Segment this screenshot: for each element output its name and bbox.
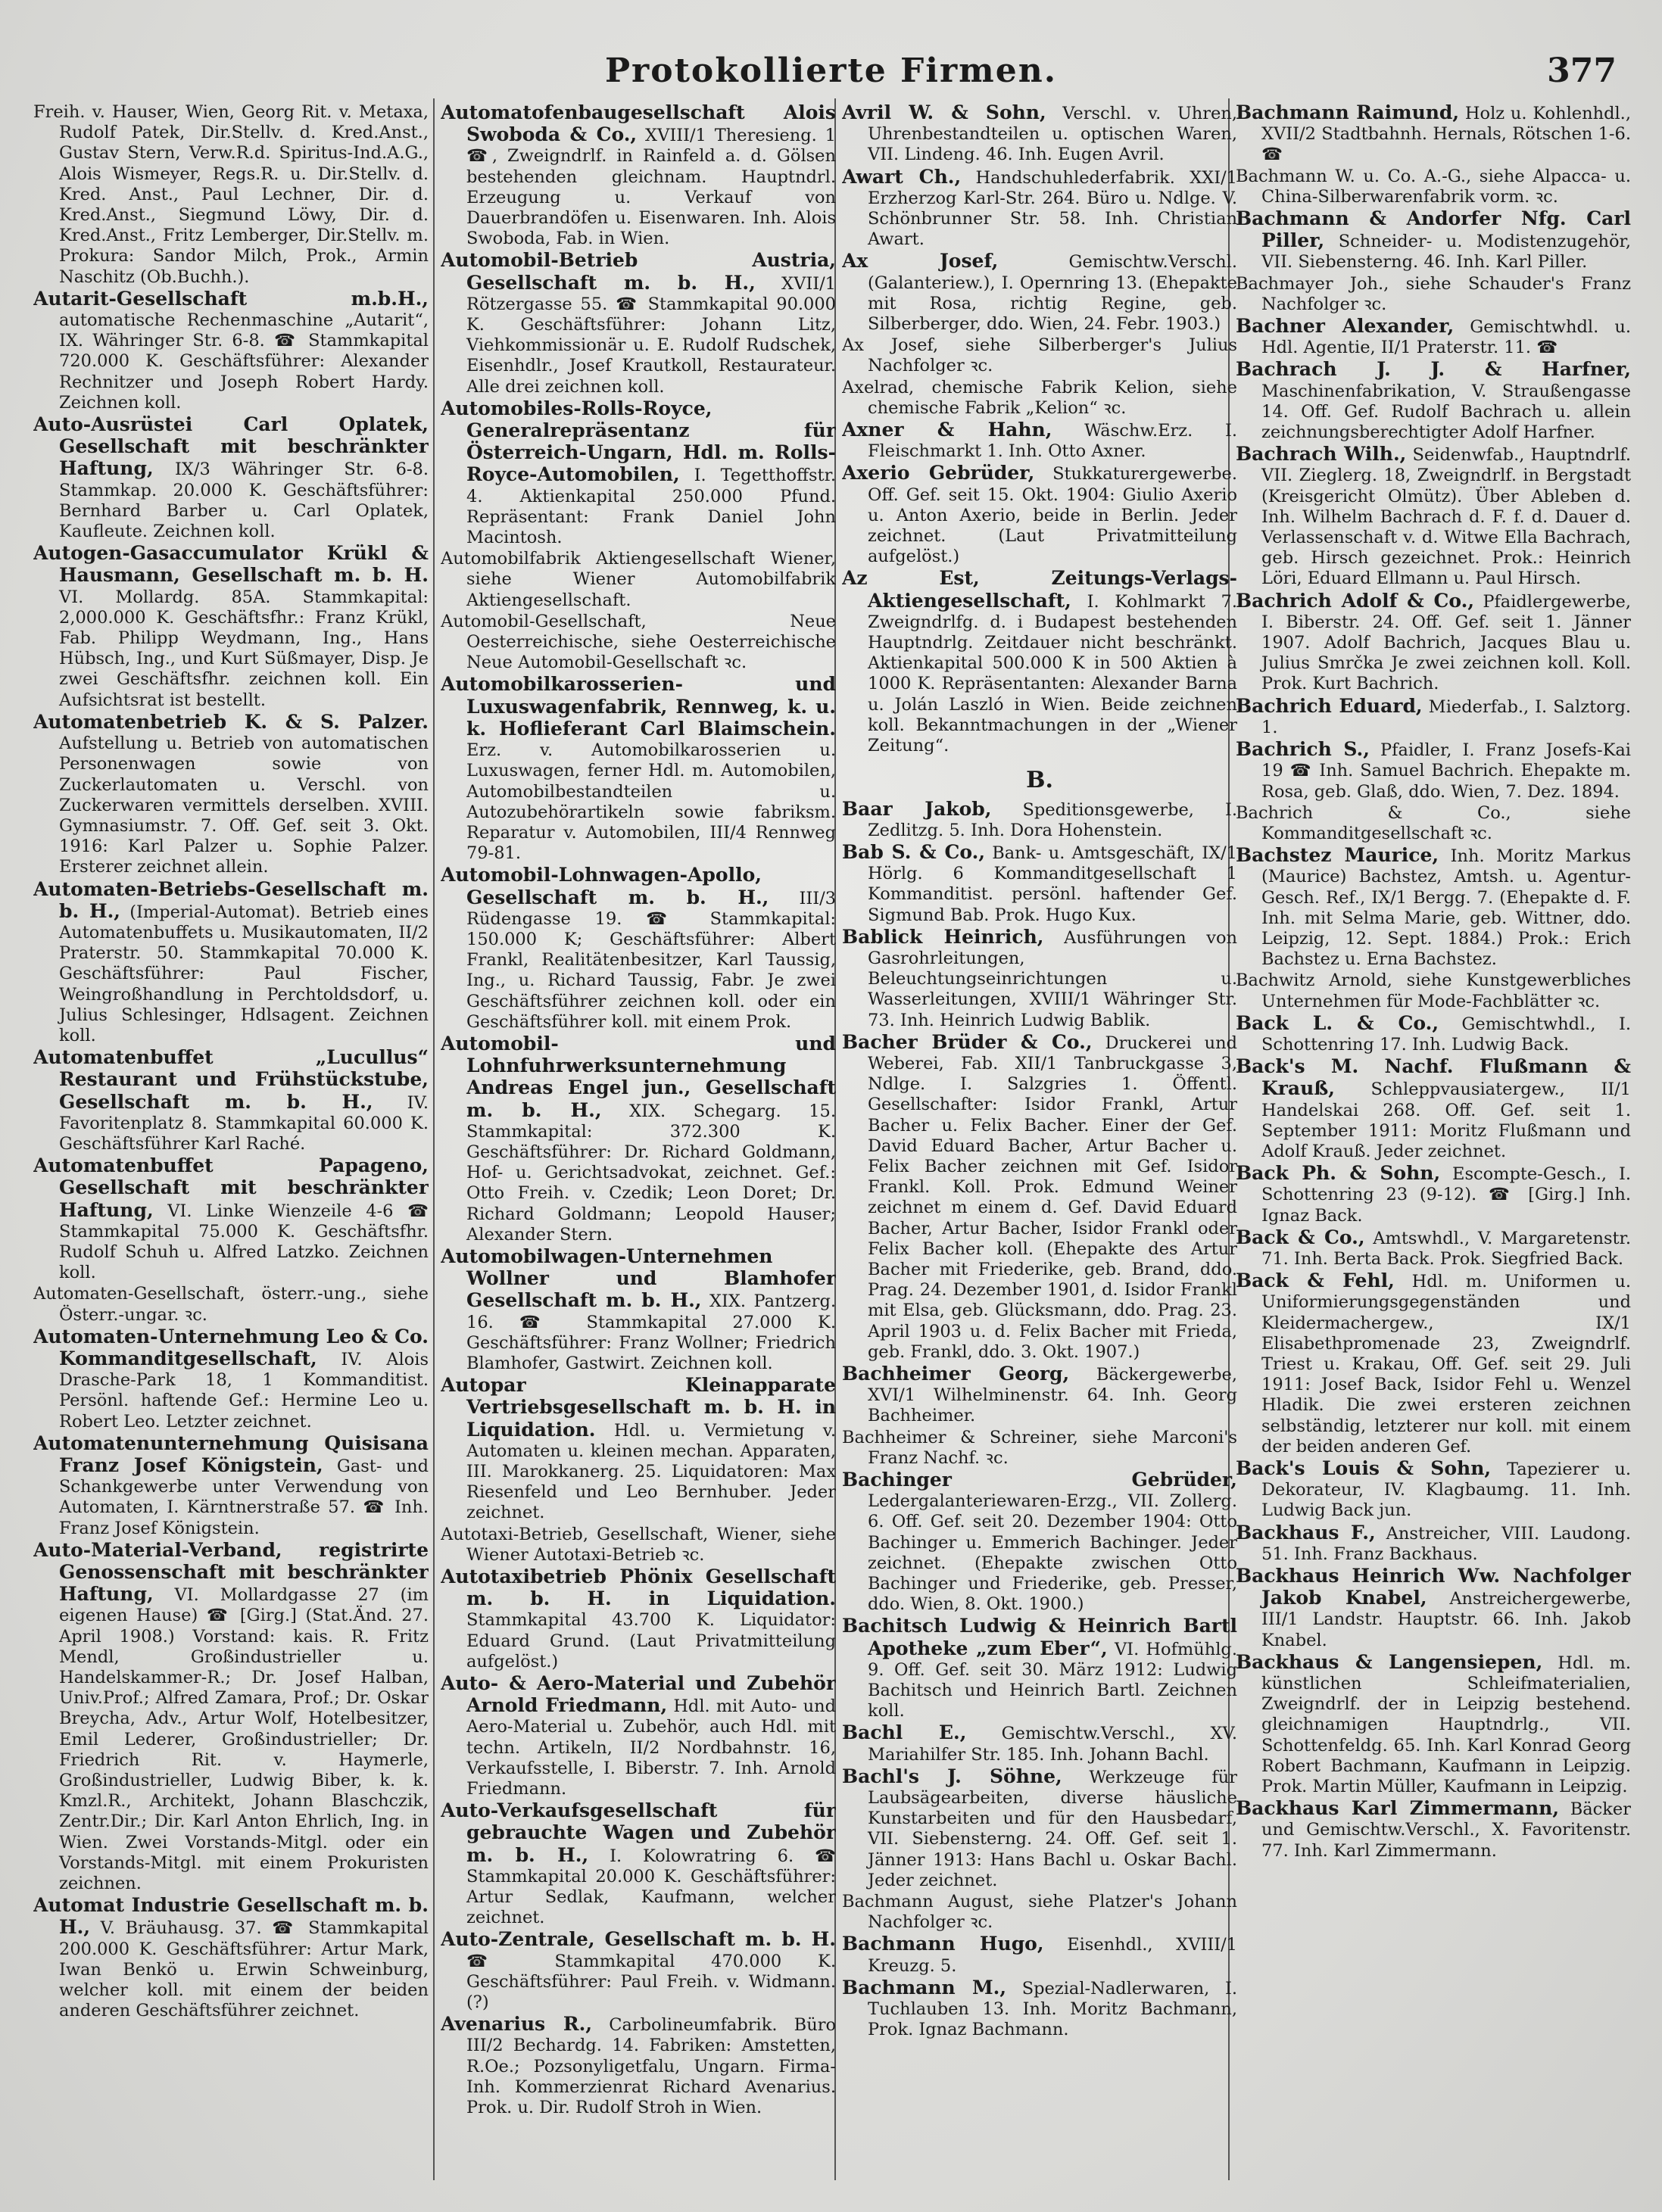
entry-text: I. Tegetthoffstr. 4. Aktienkapital 250.000 Pfund. Repräsentant: Frank Daniel John Macintosh. bbox=[466, 466, 836, 548]
entry-text: Bachrich & Co., siehe Kommanditgesellschaft ꝛc. bbox=[1236, 802, 1631, 843]
firm-name: Bachl E., bbox=[842, 1721, 967, 1744]
firm-name: Bachmann & Andorfer Nfg. Carl Piller, bbox=[1236, 207, 1631, 252]
firm-name: Auto-Ausrüstei Carl Oplatek, Gesellschaft mit beschränkter Haftung, bbox=[33, 413, 429, 480]
entry-text: I. Kohlmarkt 7. Zweigndrlfg. d. i Budapest bestehenden Hauptndrlg. Zeitdauer nicht beschränkt. Aktienkapital 500.000 K in 500 Aktien à 1000 K. Repräsentanten: Alexander Barna u. Jolán Laszló in Wien. Beide zeichnen koll. Bekanntmachungen in der „Wiener Zeitung“. bbox=[868, 591, 1237, 756]
entry-text: Tapezierer u. Dekorateur, IV. Klagbaumg. 11. Inh. Ludwig Back jun. bbox=[1261, 1460, 1631, 1521]
firm-name: Backhaus & Langensiepen, bbox=[1236, 1650, 1543, 1673]
firm-name: Automobil- und Lohnfuhrwerksunternehmung Andreas Engel jun., Gesellschaft m. b. H., bbox=[441, 1032, 836, 1121]
entry-text: Carbolineumfabrik. Büro III/2 Bechardg. 14. Fabriken: Amstetten, R.Oe.; Pozsonyligetfalu, Ungarn. Firma-Inh. Kommerzienrat Richard Avenarius. Prok. u. Dir. Rudolf Stroh in Wien. bbox=[466, 2015, 836, 2118]
entry-text: Gemischtwhdl. u. Hdl. Agentie, II/1 Praterstr. 11. ☎ bbox=[1261, 317, 1631, 358]
entry-text: Pfaidlergewerbe, I. Biberstr. 24. Off. Gef. seit 1. Jänner 1907. Adolf Bachrich, Jacques Blau u. Julius Smrčka Je zwei zeichnen koll. Koll. Prok. Kurt Bachrich. bbox=[1261, 591, 1631, 694]
directory-entry bbox=[842, 1892, 1237, 1933]
entry-text: VI. Linke Wienzeile 4-6 ☎ Stammkapital 75.000 K. Geschäftsfhr. Rudolf Schuh u. Alfred Latzko. Zeichnen koll. bbox=[59, 1201, 429, 1283]
directory-entry bbox=[1236, 803, 1631, 844]
directory-entry bbox=[441, 2014, 836, 2118]
firm-name: Auto-Zentrale, Gesellschaft m. b. H. bbox=[441, 1928, 836, 1951]
entry-text: IV. Favoritenplatz 8. Stammkapital 60.000 K. Geschäftsführer Karl Raché. bbox=[59, 1092, 429, 1154]
directory-entry bbox=[1236, 739, 1631, 802]
directory-entry bbox=[33, 1047, 429, 1154]
entry-text: Gemischtw.Verschl., XV. Mariahilfer Str. 185. Inh. Johann Bachl. bbox=[868, 1724, 1237, 1765]
entry-text: Anstreicher, VIII. Laudong. 51. Inh. Franz Backhaus. bbox=[1261, 1523, 1631, 1564]
firm-name: Bacher Brüder & Co., bbox=[842, 1030, 1093, 1053]
directory-entry bbox=[441, 250, 836, 397]
directory-entry bbox=[33, 102, 429, 288]
entry-text: Bachwitz Arnold, siehe Kunstgewerbliches Unternehmen für Mode-Fachblätter ꝛc. bbox=[1236, 970, 1631, 1011]
directory-entry bbox=[441, 1673, 836, 1799]
firm-name: Autotaxibetrieb Phönix Gesellschaft m. b. H. in Liquidation. bbox=[441, 1566, 836, 1610]
directory-entry bbox=[842, 1977, 1237, 2041]
directory-entry bbox=[33, 1284, 429, 1325]
firm-name: Bachner Alexander, bbox=[1236, 315, 1455, 338]
firm-name: Back Ph. & Sohn, bbox=[1236, 1162, 1441, 1185]
entry-text: Stukkaturergewerbe. Off. Gef. seit 15. Okt. 1904: Giulio Axerio u. Anton Axerio, beide in Berlin. Jeder zeichnet. (Laut Privatmitteilung aufgelöst.) bbox=[868, 464, 1237, 567]
entry-text: Pfaidler, I. Franz Josefs-Kai 19 ☎ Inh. Samuel Bachrich. Ehepakte m. Rosa, geb. Glaß, ddo. Wien, 7. Dez. 1894. bbox=[1261, 740, 1631, 802]
firm-name: Az Est, Zeitungs-Verlags-Aktiengesellschaft, bbox=[842, 567, 1237, 612]
directory-entry bbox=[33, 712, 429, 878]
entry-text: VI. Hofmühlg. 9. Off. Gef. seit 30. März 1912: Ludwig Bachitsch und Heinrich Bartl. Zeichnen koll. bbox=[868, 1639, 1237, 1721]
firm-name: Back L. & Co., bbox=[1236, 1011, 1439, 1034]
directory-entry bbox=[1236, 1056, 1631, 1162]
directory-entry bbox=[1236, 316, 1631, 358]
directory-entry bbox=[1236, 1798, 1631, 1862]
entry-text: III/3 Rüdengasse 19. ☎ Stammkapital: 150.000 K; Geschäftsführer: Albert Frankl, Realitätenbesitzer, Karl Taussig, Ing., u. Richard Taussig, Fabr. Je zwei Geschäftsführer zeichnen koll. oder ein Geschäftsführer koll. mit einem Prok. bbox=[466, 888, 836, 1032]
entry-text: Stammkapital 43.700 K. Liquidator: Eduard Grund. (Laut Privatmitteilung aufgelöst.) bbox=[466, 1610, 836, 1671]
directory-entry bbox=[33, 879, 429, 1047]
entry-text: XVII/1 Rötzergasse 55. ☎ Stammkapital 90.000 K. Geschäftsführer: Johann Litz, Viehkommissionär u. E. Rudolf Rudschek, Eisenhdlr., Josef Krautkoll, Restaurateur. Alle drei zeichnen koll. bbox=[466, 273, 836, 397]
directory-entry bbox=[33, 1326, 429, 1432]
entry-text: IX/3 Währinger Str. 6-8. Stammkap. 20.000 K. Geschäftsführer: Bernhard Barber u. Carl Oplatek, Kaufleute. Zeichnen koll. bbox=[59, 460, 429, 542]
directory-entry bbox=[842, 1766, 1237, 1891]
entry-text: Bäcker und Gemischtw.Verschl., X. Favoritenstr. 77. Inh. Karl Zimmermann. bbox=[1261, 1799, 1631, 1861]
firm-name: Ax Josef, bbox=[842, 250, 999, 273]
entry-text: Spezial-Nadlerwaren, I. Tuchlauben 13. Inh. Moritz Bachmann, Prok. Ignaz Bachmann. bbox=[868, 1978, 1237, 2040]
entry-text: Handschuhlederfabrik. XXI/1 Erzherzog Karl-Str. 264. Büro u. Ndlge. V. Schönbrunner Str. 58. Inh. Christian Awart. bbox=[868, 167, 1237, 250]
directory-entry bbox=[842, 463, 1237, 567]
entry-text: Automobil-Gesellschaft, Neue Oesterreichische, siehe Oesterreichische Neue Automobil-Gesellschaft ꝛc. bbox=[441, 611, 836, 673]
directory-entry bbox=[1236, 970, 1631, 1011]
directory-entry bbox=[1236, 1522, 1631, 1565]
entry-text: Aufstellung u. Betrieb von automatischen Personenwagen sowie von Zuckerlautomaten u. Verschl. von Zuckerwaren vermittels derselben. XVIII. Gymnasiumstr. 7. Off. Gef. seit 3. Okt. 1916: Karl Palzer u. Sophie Palzer. Ersterer zeichnet allein. bbox=[59, 734, 429, 877]
entry-text: IV. Alois Drasche-Park 18, 1 Kommanditist. Persönl. haftende Gef.: Hermine Leo u. Robert Leo. Letzter zeichnet. bbox=[59, 1349, 429, 1432]
directory-entry bbox=[842, 1933, 1237, 1976]
entry-text: Freih. v. Hauser, Wien, Georg Rit. v. Metaxa, Rudolf Patek, Dir.Stellv. d. Kred.Anst., Gustav Stern, Verw.R.d. Spiritus-Ind.A.G., Alois Wismeyer, Regs.R. u. Dir.Stellv. d. Kred. Anst., Paul Lechner, Dir. d. Kred.Anst., Siegmund Löwy, Dir. d. Kred.Anst., Fritz Lemberger, Dir.Stellv. m. Prokura: Sandor Milch, Prok., Armin Naschitz (Ob.Buchh.). bbox=[33, 102, 429, 287]
directory-entry bbox=[441, 1929, 836, 2013]
firm-name: Autogen-Gasaccumulator Krükl & Hausmann, Gesellschaft m. b. H. bbox=[33, 542, 429, 587]
directory-entry bbox=[842, 1469, 1237, 1615]
entry-text: Gast- und Schankgewerbe unter Verwendung von Automaten, I. Kärntnerstraße 57. ☎ Inh. Franz Josef Königstein. bbox=[59, 1456, 429, 1538]
directory-entry bbox=[1236, 208, 1631, 273]
firm-name: Automatenunternehmung Quisisana Franz Josef Königstein, bbox=[33, 1432, 429, 1476]
entry-text: (Imperial-Automat). Betrieb eines Automatenbuffets u. Musikautomaten, II/2 Praterstr. 50. Stammkapital 70.000 K. Geschäftsführer: Paul Fischer, Weingroßhandlung in Perchtoldsdorf, u. Julius Schlesinger, Hdlsagent. Zeichnen koll. bbox=[59, 902, 429, 1045]
firm-name: Auto- & Aero-Material und Zubehör Arnold Friedmann, bbox=[441, 1672, 836, 1717]
entry-text: Maschinenfabrikation, V. Straußengasse 14. Off. Gef. Rudolf Bachrach u. allein zeichnungsberechtigter Adolf Harfner. bbox=[1261, 381, 1631, 443]
entry-text: Schneider- u. Modistenzugehör, VII. Siebensterng. 46. Inh. Karl Piller. bbox=[1261, 232, 1631, 273]
directory-entry bbox=[33, 1895, 429, 2021]
directory-entry bbox=[441, 1033, 836, 1245]
directory-entry bbox=[441, 1525, 836, 1566]
entry-text: I. Kolowratring 6. ☎ Stammkapital 20.000 K. Geschäftsführer: Artur Sedlak, Kaufmann, welcher zeichnet. bbox=[466, 1846, 836, 1928]
directory-entry bbox=[842, 251, 1237, 335]
entry-text: Anstreichergewerbe, III/1 Landstr. Hauptstr. 66. Inh. Jakob Knabel. bbox=[1261, 1589, 1631, 1650]
firm-name: Bachmann Hugo, bbox=[842, 1933, 1044, 1955]
directory-entry bbox=[842, 799, 1237, 841]
entry-text: Gemischtw.Verschl. (Galanteriew.), I. Opernring 13. (Ehepakte mit Rosa, richtig Regine, geb. Silberberger, ddo. Wien, 24. Febr. 1903.) bbox=[868, 252, 1237, 335]
entry-text: Escompte-Gesch., I. Schottenring 23 (9-12). ☎ [Girg.] Inh. Ignaz Back. bbox=[1261, 1164, 1631, 1226]
column-divider bbox=[433, 98, 435, 2180]
directory-entry bbox=[1236, 1458, 1631, 1522]
firm-name: Automobilwagen-Unternehmen Wollner und Blamhofer Gesellschaft m. b. H., bbox=[441, 1245, 836, 1312]
firm-name: Automaten-Betriebs-Gesellschaft m. b. H., bbox=[33, 877, 429, 922]
entry-text: Bank- u. Amtsgeschäft, IX/1 Hörlg. 6 Kommanditgesellschaft 1 Kommanditist. persönl. haftender Gef. Sigmund Bab. Prok. Hugo Kux. bbox=[868, 843, 1237, 925]
entry-text: XIX. Pantzerg. 16. ☎ Stammkapital 27.000 K. Geschäftsführer: Franz Wollner; Friedrich Blamhofer, Gastwirt. Zeichnen koll. bbox=[466, 1291, 836, 1373]
entry-text: Gemischtwhdl., I. Schottenring 17. Inh. Ludwig Back. bbox=[1261, 1014, 1631, 1055]
entry-text: VI. Mollardgasse 27 (im eigenen Hause) ☎ [Girg.] (Stat.Änd. 27. April 1908.) Vorstand: kais. R. Fritz Mendl, Großindustrieller u. Handelskammer-R.; Dr. Josef Halban, Univ.Prof.; Alfred Zamara, Prof.; Dr. Oskar Breycha, Adv., Artur Wolf, Hotelbesitzer, Emil Lederer, Großindustrieller; Dr. Friedrich Rit. v. Haymerle, Großindustrieller, Ludwig Biber, k. k. Kmzl.R., Architekt, Johann Blaschczik, Zentr.Dir.; Dir. Karl Anton Ehrlich, Ing. in Wien. Zwei Vorstands-Mitgl. oder ein Vorstands-Mitgl. mit einem Prokuristen zeichnen. bbox=[59, 1585, 429, 1894]
directory-entry bbox=[441, 549, 836, 611]
entry-text: Schleppvausiatergew., II/1 Handelskai 268. Off. Gef. seit 1. September 1911: Moritz Flußmann und Adolf Krauß. Jeder zeichnet. bbox=[1261, 1080, 1631, 1161]
entry-text: Bachheimer & Schreiner, siehe Marconi's Franz Nachf. ꝛc. bbox=[842, 1427, 1237, 1468]
entry-text: Ax Josef, siehe Silberberger's Julius Nachfolger ꝛc. bbox=[842, 335, 1237, 376]
entry-text: Bachmayer Joh., siehe Schauder's Franz Nachfolger ꝛc. bbox=[1236, 273, 1631, 314]
firm-name: Bachrach Wilh., bbox=[1236, 443, 1407, 466]
directory-entry bbox=[1236, 274, 1631, 315]
firm-name: Backhaus Karl Zimmermann, bbox=[1236, 1797, 1560, 1820]
directory-entry bbox=[1236, 167, 1631, 207]
entry-text: Wäschw.Erz. I. Fleischmarkt 1. Inh. Otto Axner. bbox=[868, 421, 1237, 462]
firm-name: Bachl's J. Söhne, bbox=[842, 1765, 1062, 1787]
directory-entry bbox=[1236, 1163, 1631, 1226]
firm-name: Automobiles-Rolls-Royce, Generalrepräsentanz für Österreich-Ungarn, Hdl. m. Rolls-Royce-Automobilen, bbox=[441, 397, 836, 486]
firm-name: Automobil-Lohnwagen-Apollo, Gesellschaft m. b. H., bbox=[441, 864, 769, 908]
entry-text: XIX. Schegarg. 15. Stammkapital: 372.300 K. Geschäftsführer: Dr. Richard Goldmann, Hof- u. Gerichtsadvokat, zeichnet. Gef.: Otto Freih. v. Czedik; Leon Doret; Dr. Richard Goldmann; Leopold Hauser; Alexander Stern. bbox=[466, 1101, 836, 1245]
entry-text: Bachmann W. u. Co. A.-G., siehe Alpacca- u. China-Silberwarenfabrik vorm. ꝛc. bbox=[1236, 166, 1631, 207]
directory-entry bbox=[842, 335, 1237, 376]
entry-text: Verschl. v. Uhren, Uhrenbestandteilen u. optischen Waren, VII. Lindeng. 46. Inh. Eugen Avril. bbox=[868, 104, 1237, 165]
directory-entry bbox=[842, 102, 1237, 166]
entry-text: Hdl. m. Uniformen u. Uniformierungsgegenständen und Kleidermachergew., IX/1 Elisabethpromenade 23, Zweigndrlf. Triest u. Krakau, Off. Gef. seit 29. Juli 1911: Josef Back, Isidor Fehl u. Wenzel Hladik. Die zwei ersteren zeichnen selbständig, letzterer nur koll. mit einem der beiden anderen Gef. bbox=[1261, 1272, 1631, 1456]
firm-name: Awart Ch., bbox=[842, 165, 962, 188]
firm-name: Axner & Hahn, bbox=[842, 419, 1052, 441]
directory-entry bbox=[1236, 102, 1631, 166]
firm-name: Back's Louis & Sohn, bbox=[1236, 1457, 1492, 1479]
firm-name: Automatenbetrieb K. & S. Palzer. bbox=[33, 710, 429, 733]
firm-name: Avenarius R., bbox=[441, 2013, 593, 2036]
directory-entry bbox=[842, 1428, 1237, 1469]
firm-name: Autarit-Gesellschaft m.b.H., bbox=[33, 287, 429, 310]
directory-entry bbox=[842, 568, 1237, 756]
entry-text: Inh. Moritz Markus (Maurice) Bachstez, Amtsh. u. Agentur-Gesch. Ref., IX/1 Bergg. 7. (Ehepakte d. F. Inh. mit Selma Marie, geb. Wittner, ddo. Leipzig, 12. Sept. 1884.) Prok.: Erich Bachstez u. Erna Bachstez. bbox=[1261, 846, 1631, 970]
directory-entry bbox=[842, 1615, 1237, 1721]
firm-name: Automobil-Betrieb Austria, Gesellschaft m. b. H., bbox=[441, 249, 836, 294]
directory-entry bbox=[842, 1363, 1237, 1427]
firm-name: Backhaus Heinrich Ww. Nachfolger Jakob Knabel, bbox=[1236, 1565, 1631, 1609]
entry-text: XVIII/1 Theresieng. 1 ☎, Zweigndrlf. in Rainfeld a. d. Gölsen bestehenden gleichnam. Hauptndrl. Erzeugung u. Verkauf von Dauerbrandöfen u. Eisenwaren. Inh. Alois Swoboda, Fab. in Wien. bbox=[466, 126, 836, 249]
firm-name: Bachrich Eduard, bbox=[1236, 694, 1423, 717]
firm-name: Bachstez Maurice, bbox=[1236, 844, 1439, 867]
directory-entry bbox=[1236, 444, 1631, 589]
entry-text: Holz u. Kohlenhdl., XVII/2 Stadtbahnh. Hernals, Rötschen 1-6. ☎ bbox=[1261, 104, 1631, 165]
column-2 bbox=[441, 102, 836, 2176]
firm-name: Autopar Kleinapparate Vertriebsgesellschaft m. b. H. in Liquidation. bbox=[441, 1374, 836, 1441]
directory-entry bbox=[441, 1800, 836, 1928]
directory-entry bbox=[1236, 1652, 1631, 1797]
firm-name: Bachrach J. J. & Harfner, bbox=[1236, 358, 1631, 381]
directory-entry bbox=[33, 543, 429, 711]
firm-name: Bachmann M., bbox=[842, 1976, 1007, 1999]
entry-text: Hdl. u. Vermietung v. Automaten u. kleinen mechan. Apparaten, III. Marokkanerg. 25. Liquidatoren: Max Riesenfeld und Leo Bernhuber. Jeder zeichnet. bbox=[466, 1420, 836, 1523]
directory-entry bbox=[33, 288, 429, 413]
directory-entry bbox=[1236, 1013, 1631, 1055]
column-4 bbox=[1236, 102, 1631, 2176]
entry-text: Seidenwfab., Hauptndrlf. VII. Zieglerg. 18, Zweigndrlf. in Bergstadt (Kreisgericht Olmütz). Über Ableben d. Inh. Wilhelm Bachrach d. F. f. d. Dauer d. Verlassenschaft v. d. Witwe Ella Bachrach, geb. Hirsch gezeichnet. Prok.: Heinrich Löri, Eduard Ellmann u. Paul Hirsch. bbox=[1261, 445, 1631, 589]
firm-name: Bachmann Raimund, bbox=[1236, 102, 1460, 123]
column-1 bbox=[33, 102, 429, 2176]
directory-entry bbox=[33, 1433, 429, 1539]
directory-entry bbox=[441, 1375, 836, 1523]
entry-text: ☎ Stammkapital 470.000 K. Geschäftsführer: Paul Freih. v. Widmann. (?) bbox=[466, 1951, 836, 2013]
page-header bbox=[0, 51, 1662, 104]
firm-name: Baar Jakob, bbox=[842, 797, 992, 820]
entry-text: Ausführungen von Gasrohrleitungen, Beleuchtungseinrichtungen u. Wasserleitungen, XVIII/1 Währinger Str. 73. Inh. Heinrich Ludwig Bablik. bbox=[868, 927, 1237, 1030]
firm-name: Bachinger Gebrüder, bbox=[842, 1469, 1237, 1491]
entry-text: automatische Rechenmaschine „Autarit“, IX. Währinger Str. 6-8. ☎ Stammkapital 720.000 K. Geschäftsführer: Alexander Rechnitzer und Joseph Robert Hardy. Zeichnen koll. bbox=[59, 310, 429, 413]
entry-text: Hdl. mit Auto- und Aero-Material u. Zubehör, auch Hdl. mit techn. Artikeln, II/2 Nordbahnstr. 16, Verkaufsstelle, I. Biberstr. 7. Inh. Arnold Friedmann. bbox=[466, 1696, 836, 1799]
firm-name: Bachheimer Georg, bbox=[842, 1362, 1070, 1385]
firm-name: Bab S. & Co., bbox=[842, 840, 986, 863]
firm-name: Backhaus F., bbox=[1236, 1521, 1376, 1544]
entry-text: Miederfab., I. Salztorg. 1. bbox=[1261, 696, 1631, 737]
entry-text: Bäckergewerbe, XVI/1 Wilhelminenstr. 64. Inh. Georg Bachheimer. bbox=[868, 1364, 1237, 1426]
entry-text: Druckerei und Weberei, Fab. XII/1 Tanbruckgasse 3, Ndlge. I. Salzgries 1. Öffentl. Gesellschafter: Isidor Frankl, Artur Bacher u. Felix Bacher. Einer der Gef. David Eduard Bacher, Artur Bacher u. Felix Bacher zeichnen mit Gef. Isidor Frankl. Koll. Prok. Edmund Weiner zeichnet m einem d. Gef. David Eduard Bacher, Artur Bacher, Isidor Frankl oder Felix Bacher koll. (Ehepakte des Artur Bacher mit Friederike, geb. Brand, ddo. Prag. 24. Dezember 1901, d. Isidor Frankl mit Elsa, geb. Glücksmann, ddo. Prag. 23. April 1903 u. d. Felix Bacher mit Frieda, geb. Frankl, ddo. 3. Okt. 1907.) bbox=[868, 1033, 1237, 1362]
directory-entry bbox=[441, 102, 836, 249]
firm-name: Bachitsch Ludwig & Heinrich Bartl Apotheke „zum Eber“, bbox=[842, 1615, 1237, 1659]
directory-entry bbox=[842, 1722, 1237, 1765]
entry-text: Eisenhdl., XVIII/1 Kreuzg. 5. bbox=[868, 1935, 1237, 1976]
directory-entry bbox=[441, 674, 836, 864]
directory-entry bbox=[441, 612, 836, 674]
column-3 bbox=[842, 102, 1237, 2176]
directory-entry bbox=[1236, 696, 1631, 738]
section-letter: B. bbox=[1026, 767, 1053, 794]
directory-entry bbox=[842, 842, 1237, 926]
entry-text: V. Bräuhausg. 37. ☎ Stammkapital 200.000 K. Geschäftsführer: Artur Mark, Iwan Benkö u. Erwin Schweinburg, welcher koll. mit einem der beiden anderen Geschäftsführer zeichnet. bbox=[59, 1918, 429, 2021]
directory-entry bbox=[842, 378, 1237, 419]
page-number: 377 bbox=[1547, 51, 1617, 90]
directory-entry bbox=[1236, 1227, 1631, 1270]
entry-text: Amtswhdl., V. Margaretenstr. 71. Inh. Berta Back. Prok. Siegfried Back. bbox=[1261, 1228, 1631, 1269]
directory-entry bbox=[842, 167, 1237, 251]
firm-name: Automatenbuffet Papageno, Gesellschaft mit beschränkter Haftung, bbox=[33, 1154, 429, 1221]
firm-name: Auto-Material-Verband, registrirte Genossenschaft mit beschränkter Haftung, bbox=[33, 1538, 429, 1606]
firm-name: Automatenbuffet „Lucullus“ Restaurant und Frühstückstube, Gesellschaft m. b. H., bbox=[33, 1046, 429, 1113]
firm-name: Bachrich Adolf & Co., bbox=[1236, 589, 1475, 612]
entry-text: Werkzeuge für Laubsägearbeiten, diverse häusliche Kunstarbeiten und für den Hausbedarf, VII. Siebensterng. 24. Off. Gef. seit 1. Jänner 1913: Hans Bachl u. Oskar Bachl. Jeder zeichnet. bbox=[868, 1767, 1237, 1890]
entry-text: Automobilfabrik Aktiengesellschaft Wiener, siehe Wiener Automobilfabrik Aktiengesellschaft. bbox=[441, 549, 836, 610]
directory-entry bbox=[1236, 1566, 1631, 1651]
firm-name: Back & Fehl, bbox=[1236, 1270, 1395, 1292]
entry-text: Erz. v. Automobilkarosserien u. Luxuswagen, ferner Hdl. m. Automobilen, Automobilbestandteilen u. Autozubehörartikeln sowie fabriksm. Reparatur v. Automobilen, III/4 Rennweg 79-81. bbox=[466, 740, 836, 864]
directory-entry bbox=[842, 1032, 1237, 1363]
directory-entry bbox=[842, 419, 1237, 462]
firm-name: Bachrich S., bbox=[1236, 738, 1370, 761]
firm-name: Automaten-Unternehmung Leo & Co. Kommanditgesellschaft, bbox=[33, 1325, 429, 1369]
directory-entry bbox=[441, 1566, 836, 1672]
directory-entry bbox=[441, 865, 836, 1033]
firm-name: Automobilkarosserien- und Luxuswagenfabrik, Rennweg, k. u. k. Hoflieferant Carl Blaimschein. bbox=[441, 673, 836, 740]
entry-text: Hdl. m. künstlichen Schleifmaterialien, Zweigndrlf. der in Leipzig bestehend. gleichnamigen Hauptndrlg., VII. Schottenfeldg. 65. Inh. Karl Konrad Georg Robert Bachmann, Kaufmann in Leipzig. Prok. Martin Müller, Kaufmann in Leipzig. bbox=[1261, 1653, 1631, 1797]
directory-entry bbox=[33, 414, 429, 542]
firm-name: Automat Industrie Gesellschaft m. b. H., bbox=[33, 1894, 429, 1939]
firm-name: Back's M. Nachf. Flußmann & Krauß, bbox=[1236, 1055, 1631, 1100]
firm-name: Bablick Heinrich, bbox=[842, 925, 1044, 948]
entry-text: Axelrad, chemische Fabrik Kelion, siehe chemische Fabrik „Kelion“ ꝛc. bbox=[842, 377, 1237, 418]
entry-text: Automaten-Gesellschaft, österr.-ung., siehe Österr.-ungar. ꝛc. bbox=[33, 1284, 429, 1325]
entry-text: VI. Mollardg. 85A. Stammkapital: 2,000.000 K. Geschäftsfhr.: Franz Krükl, Fab. Philipp Weydmann, Ing., Hans Hübsch, Ing., und Kurt Süßmayer, Disp. Je zwei Geschäftsfhr. zeichnen koll. Ein Aufsichtsrat ist bestellt. bbox=[59, 587, 429, 710]
firm-name: Automatofenbaugesellschaft Alois Swoboda & Co., bbox=[441, 102, 836, 146]
directory-entry bbox=[441, 1246, 836, 1374]
firm-name: Back & Co., bbox=[1236, 1226, 1365, 1248]
directory-entry bbox=[441, 398, 836, 548]
firm-name: Auto-Verkaufsgesellschaft für gebrauchte Wagen und Zubehör m. b. H., bbox=[441, 1799, 836, 1866]
directory-entry bbox=[1236, 590, 1631, 695]
directory-entry bbox=[1236, 845, 1631, 970]
entry-text: Autotaxi-Betrieb, Gesellschaft, Wiener, siehe Wiener Autotaxi-Betrieb ꝛc. bbox=[441, 1524, 836, 1565]
entry-text: Bachmann August, siehe Platzer's Johann Nachfolger ꝛc. bbox=[842, 1892, 1237, 1933]
directory-entry bbox=[1236, 1270, 1631, 1457]
directory-entry bbox=[33, 1155, 429, 1283]
firm-name: Axerio Gebrüder, bbox=[842, 462, 1035, 484]
firm-name: Avril W. & Sohn, bbox=[842, 102, 1046, 123]
directory-entry bbox=[1236, 359, 1631, 443]
directory-entry bbox=[33, 1540, 429, 1894]
entry-text: Speditionsgewerbe, I. Zedlitzg. 5. Inh. Dora Hohenstein. bbox=[868, 799, 1237, 840]
running-head: Protokollierte Firmen. bbox=[604, 51, 1058, 90]
entry-text: Ledergalanteriewaren-Erzg., VII. Zollerg. 6. Off. Gef. seit 20. Dezember 1904: Otto Bachinger u. Emmerich Bachinger. Jeder zeichnet. (Ehepakte zwischen Otto Bachinger und Friederike, geb. Presser, ddo. Wien, 8. Okt. 1900.) bbox=[868, 1491, 1237, 1615]
directory-entry bbox=[842, 927, 1237, 1031]
